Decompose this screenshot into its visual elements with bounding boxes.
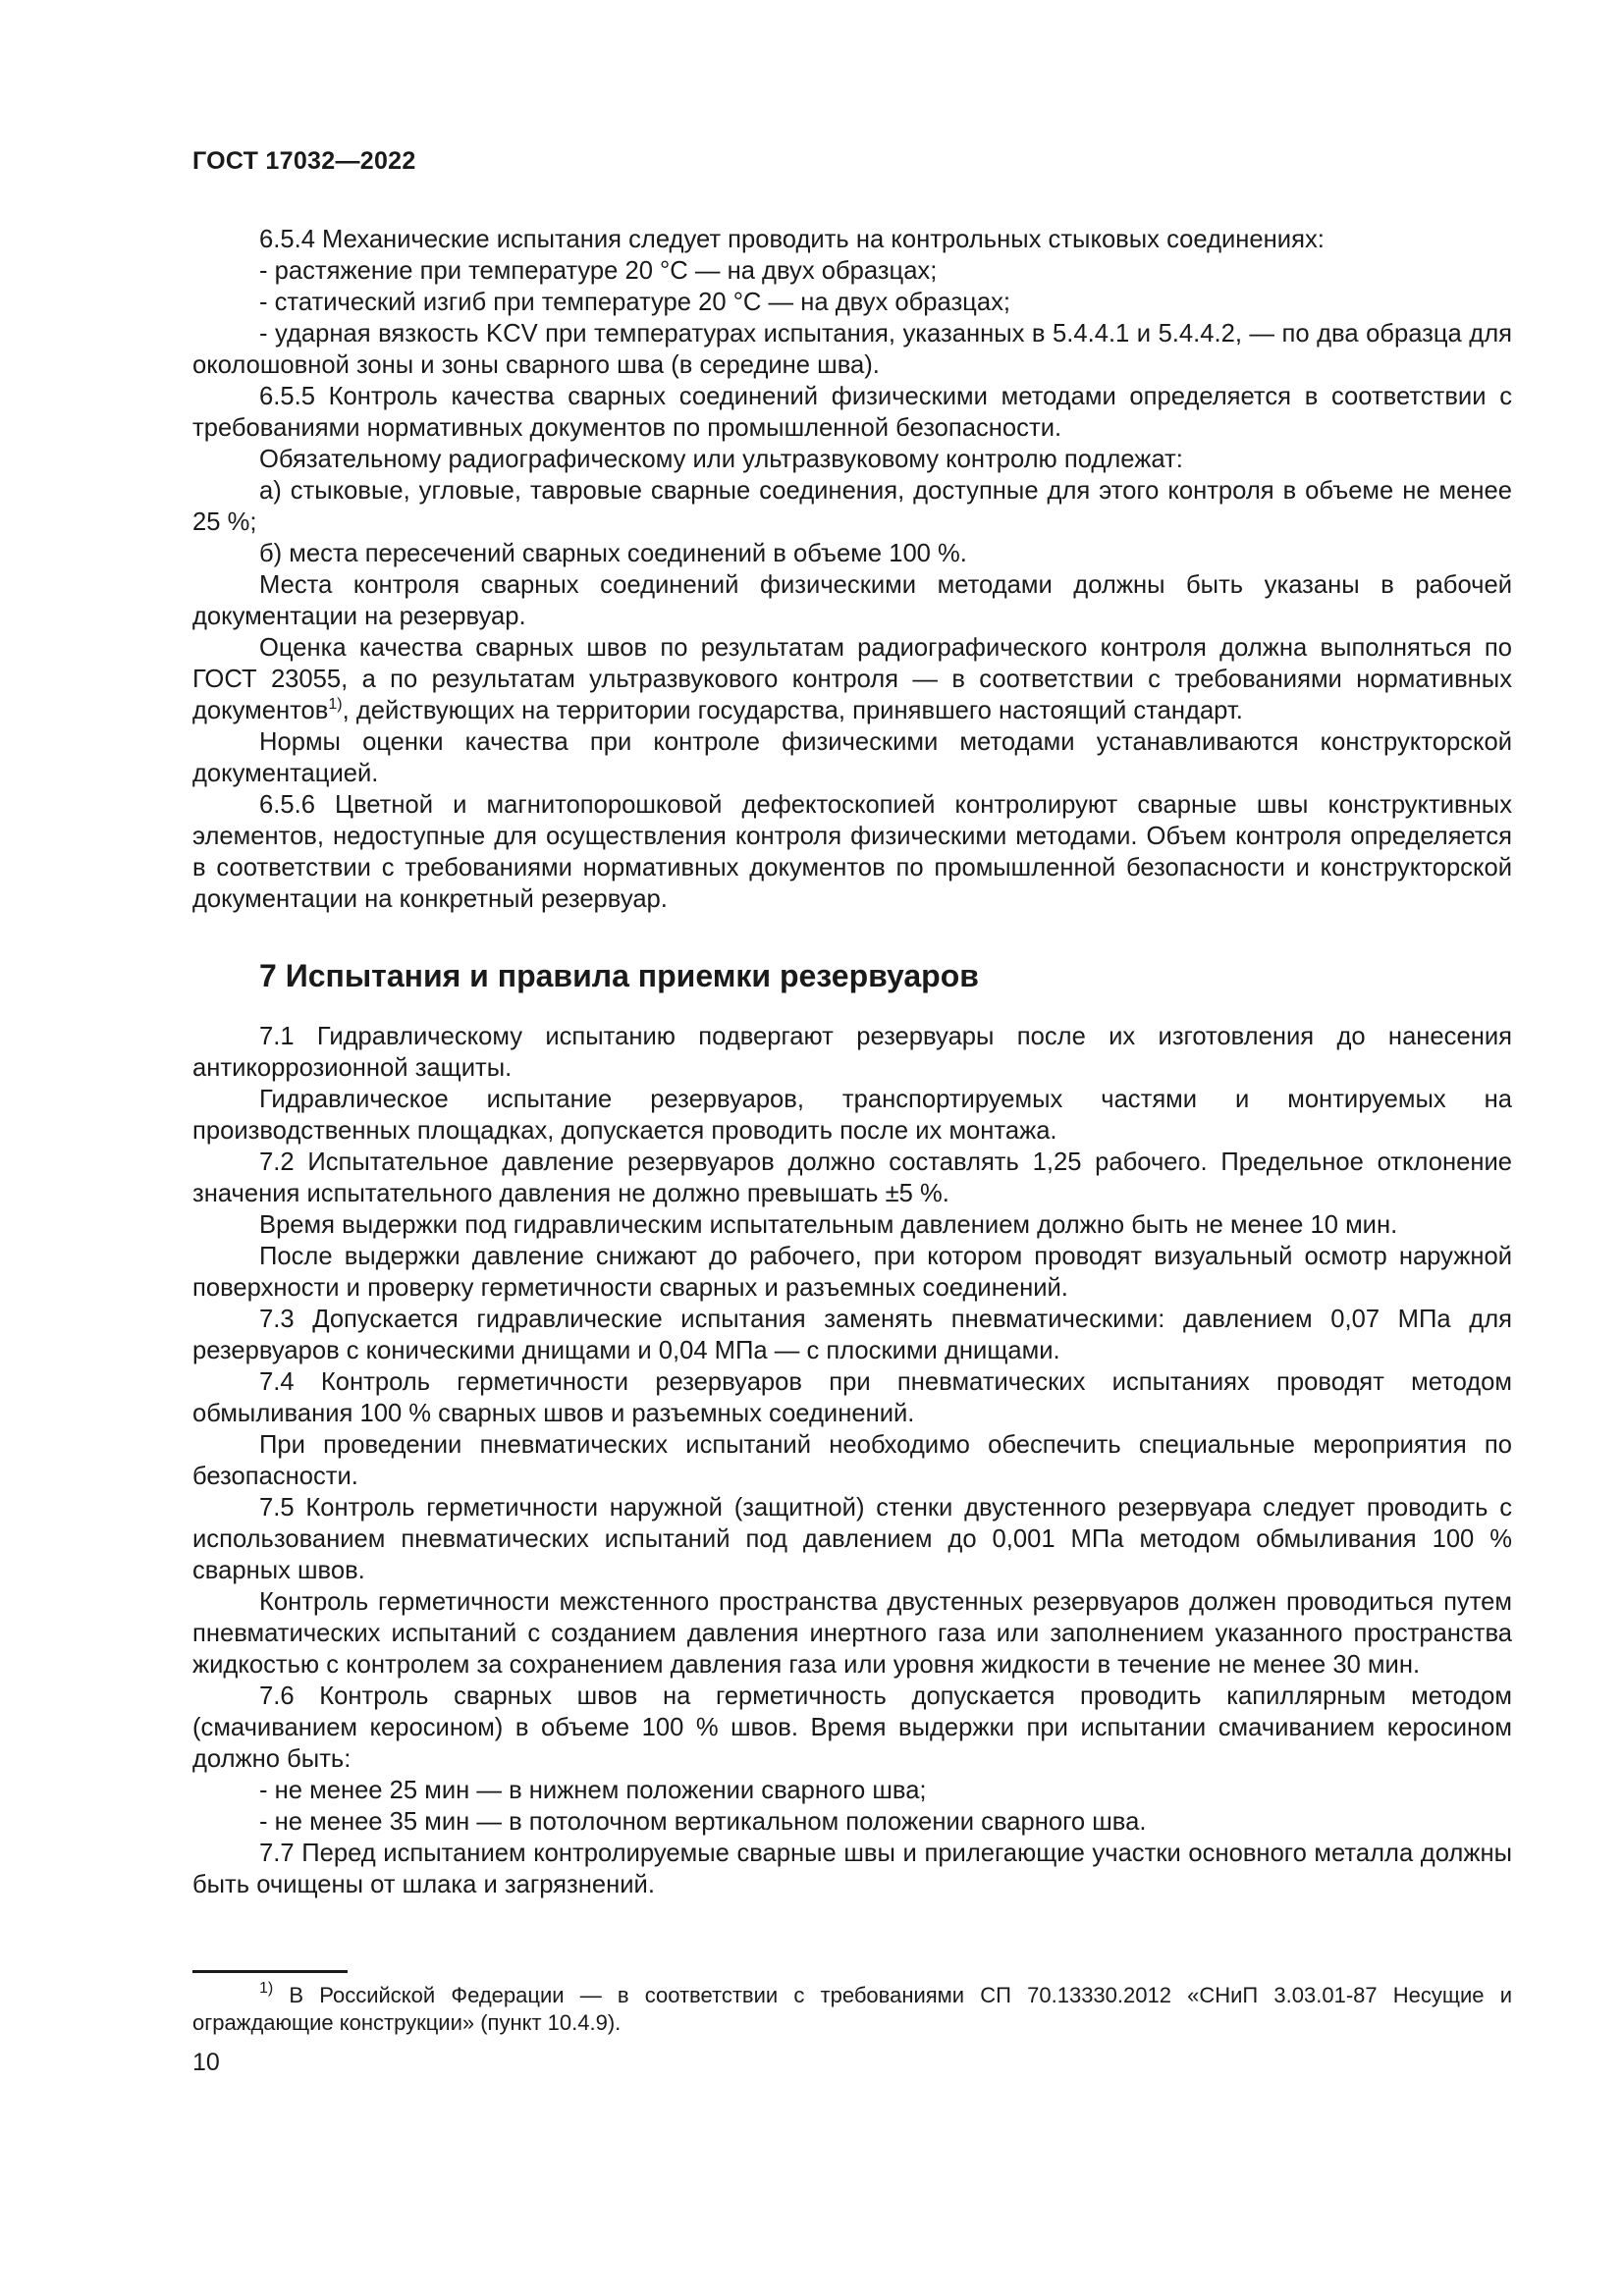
paragraph: Контроль герметичности межстенного пространства двустенных резервуаров должен проводиться путем пневматических испытаний с созданием давления инертного газа или заполнением указанного пространства жидкостью с контролем за сохранением давления газа или уровня жидкости в течение не менее 30 мин. [192,1588,1512,1679]
paragraph: 7.3 Допускается гидравлические испытания заменять пневматическими: давлением 0,07 МПа для резервуаров с коническими днищами и 0,04 МПа — с плоскими днищами. [192,1306,1512,1364]
paragraph: 7.4 Контроль герметичности резервуаров при пневматических испытаниях проводят методом обмыливания 100 % сварных швов и разъемных соединений. [192,1368,1512,1427]
paragraph: - статический изгиб при температуре 20 °С — на двух образцах; [259,289,1010,316]
paragraph: - растяжение при температуре 20 °С — на двух образцах; [259,257,938,285]
paragraph: 6.5.6 Цветной и магнитопорошковой дефектоскопией контролируют сварные швы конструктивных элементов, недоступные для осуществления контроля физическими методами. Объем контроля определяется в соответствии с требованиями нормативных документов по промышленной безопасности и конструкторской документации на конкретный резервуар. [192,791,1512,913]
footnote-divider [192,1970,348,1973]
standard-header: ГОСТ 17032—2022 [192,147,416,175]
paragraph: 7.7 Перед испытанием контролируемые сварные швы и прилегающие участки основного металла должны быть очищены от шлака и загрязнений. [192,1840,1512,1898]
footnote [192,1982,1512,2037]
paragraph: - не менее 35 мин — в потолочном вертикальном положении сварного шва. [259,1808,1147,1836]
main-text [192,224,1512,1900]
paragraph: Нормы оценки качества при контроле физическими методами устанавливаются конструкторской документацией. [192,728,1512,787]
footnote-marker: 1) [259,1980,274,1997]
paragraph: При проведении пневматических испытаний необходимо обеспечить специальные мероприятия по безопасности. [192,1431,1512,1490]
paragraph-with-footnote [192,632,1512,726]
page-number: 10 [192,2049,220,2076]
footnote-text: В Российской Федерации — в соответствии с требованиями СП 70.13330.2012 «СНиП 3.03.01-87 Несущие и ограждающие конструкции» (пункт 10.4.9). [192,1983,1512,2035]
paragraph: 6.5.4 Механические испытания следует проводить на контрольных стыковых соединениях: [259,226,1325,253]
paragraph: 7.6 Контроль сварных швов на герметичность допускается проводить капиллярным методом (смачиванием керосином) в объеме 100 % швов. Время выдержки при испытании смачиванием керосином должно быть: [192,1682,1512,1773]
section-title: 7 Испытания и правила приемки резервуаров [259,958,979,993]
paragraph: Время выдержки под гидравлическим испытательным давлением должно быть не менее 10 мин. [259,1211,1398,1239]
paragraph: а) стыковые, угловые, тавровые сварные соединения, доступные для этого контроля в объеме не менее 25 %; [192,477,1512,536]
paragraph-text: Оценка качества сварных швов по результатам радиографического контроля должна выполняться по ГОСТ 23055, а по результатам ультразвукового контроля — в соответствии с требованиями нормативных документов [192,634,1512,724]
paragraph: 7.1 Гидравлическому испытанию подвергают резервуары после их изготовления до нанесения антикоррозионной защиты. [192,1023,1512,1082]
paragraph: После выдержки давление снижают до рабочего, при котором проводят визуальный осмотр наружной поверхности и проверку герметичности сварных и разъемных соединений. [192,1243,1512,1302]
paragraph: - не менее 25 мин — в нижнем положении сварного шва; [259,1777,927,1804]
paragraph: б) места пересечений сварных соединений в объеме 100 %. [259,540,967,567]
paragraph: - ударная вязкость KCV при температурах испытания, указанных в 5.4.4.1 и 5.4.4.2, — по два образца для околошовной зоны и зоны сварного шва (в середине шва). [192,320,1512,379]
footnote-ref[interactable]: 1) [328,696,343,713]
paragraph: 7.5 Контроль герметичности наружной (защитной) стенки двустенного резервуара следует проводить с использованием пневматических испытаний под давлением до 0,001 МПа методом обмыливания 100 % сварных швов. [192,1494,1512,1584]
paragraph: Гидравлическое испытание резервуаров, транспортируемых частями и монтируемых на производственных площадках, допускается проводить после их монтажа. [192,1086,1512,1145]
paragraph: 6.5.5 Контроль качества сварных соединений физическими методами определяется в соответствии с требованиями нормативных документов по промышленной безопасности. [192,383,1512,442]
paragraph: Места контроля сварных соединений физическими методами должны быть указаны в рабочей документации на резервуар. [192,571,1512,630]
paragraph: Обязательному радиографическому или ультразвуковому контролю подлежат: [259,446,1183,473]
paragraph: 7.2 Испытательное давление резервуаров должно составлять 1,25 рабочего. Предельное отклонение значения испытательного давления не должно превышать ±5 %. [192,1148,1512,1207]
paragraph-text: , действующих на территории государства, принявшего настоящий стандарт. [342,697,1243,724]
